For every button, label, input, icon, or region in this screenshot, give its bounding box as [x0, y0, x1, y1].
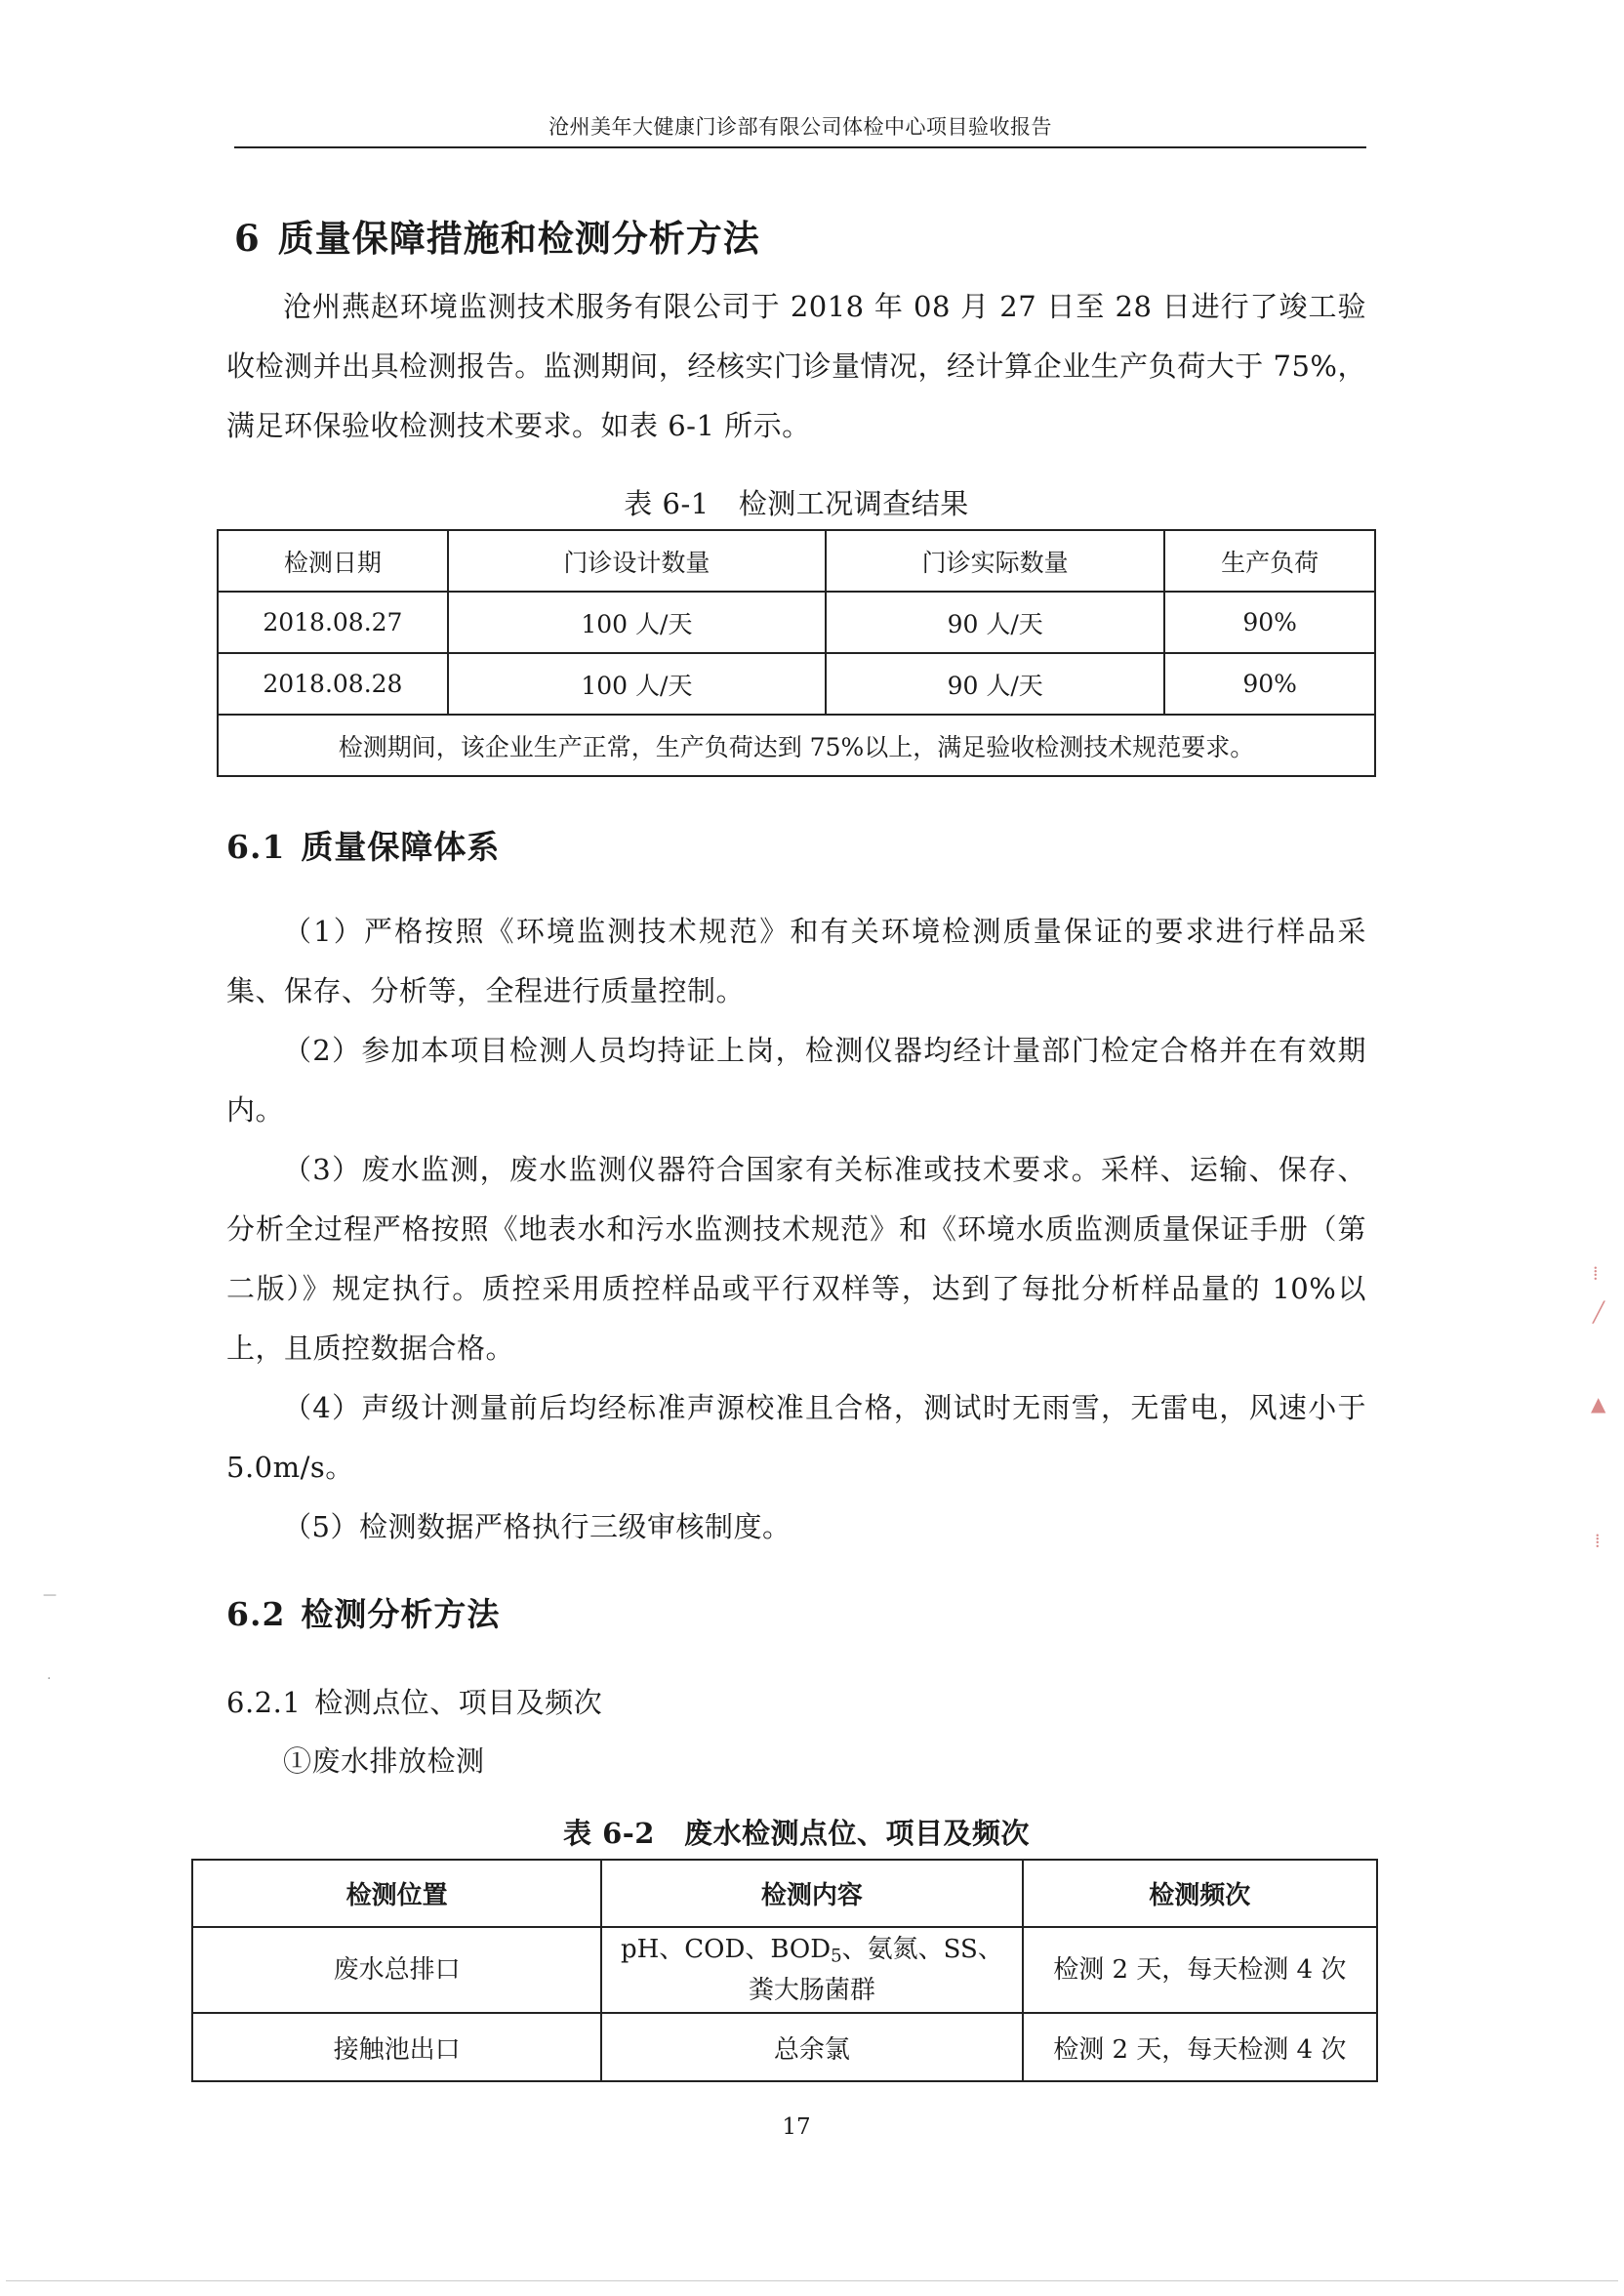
table-6-2-caption — [226, 1812, 1366, 1852]
section-6-2-1-number: 6.2.1 — [226, 1686, 302, 1719]
content-text: 、氨氮、SS、 — [841, 1935, 1003, 1965]
scan-speck: · — [47, 1671, 52, 1687]
table-cell: 90% — [1164, 653, 1375, 715]
table-cell: 90 人/天 — [826, 653, 1164, 715]
section-6-heading — [234, 209, 760, 262]
table-row — [192, 2013, 1377, 2081]
table-header-cell: 门诊实际数量 — [826, 530, 1164, 592]
table-row — [192, 1927, 1377, 2013]
table-header-cell: 检测位置 — [192, 1860, 601, 1927]
table-6-2 — [191, 1859, 1378, 2082]
section-6-2-1-title: 检测点位、项目及频次 — [314, 1686, 603, 1719]
table-cell: 接触池出口 — [192, 2013, 601, 2081]
table-header-row — [192, 1860, 1377, 1927]
seal-edge-mark: ▲ — [1591, 1392, 1606, 1415]
content-subscript: 5 — [831, 1946, 842, 1967]
table-header-cell: 检测频次 — [1023, 1860, 1377, 1927]
table-header-row — [218, 530, 1375, 592]
table-header-cell: 检测日期 — [218, 530, 448, 592]
table-cell: 2018.08.27 — [218, 592, 448, 653]
section-6-2-heading — [226, 1589, 500, 1635]
quality-item-5: （5）检测数据严格执行三级审核制度。 — [283, 1510, 792, 1543]
scan-edge-line — [6, 2280, 1618, 2281]
table-cell-content — [601, 1927, 1022, 2013]
table-cell: 检测 2 天，每天检测 4 次 — [1023, 2013, 1377, 2081]
content-text: pH、COD、BOD — [620, 1935, 832, 1965]
wastewater-item: ①废水排放检测 — [283, 1744, 485, 1778]
table-6-1 — [217, 529, 1376, 777]
section-6-1-heading — [226, 822, 500, 868]
section-6-intro: 沧州燕赵环境监测技术服务有限公司于 2018 年 08 月 27 日至 28 日进行了竣工验收检测并出具检测报告。监测期间，经核实门诊量情况，经计算企业生产负荷大于 75%，满足环保验收检测技术要求。如表 6-1 所示。 — [226, 290, 1366, 442]
section-6-1-number: 6.1 — [226, 828, 286, 866]
table-cell: 100 人/天 — [448, 653, 826, 715]
quality-item-3: （3）废水监测，废水监测仪器符合国家有关标准或技术要求。采样、运输、保存、分析全过程严格按照《地表水和污水监测技术规范》和《环境水质监测质量保证手册（第二版）》规定执行。质控采用质控样品或平行双样等，达到了每批分析样品量的 10%以上，且质控数据合格。 — [226, 1153, 1366, 1365]
table-header-cell: 检测内容 — [601, 1860, 1022, 1927]
quality-item-4: （4）声级计测量前后均经标准声源校准且合格，测试时无雨雪，无雷电，风速小于 5.0m/s。 — [226, 1391, 1366, 1484]
table-cell: 100 人/天 — [448, 592, 826, 653]
section-6-number: 6 — [234, 217, 261, 260]
table-cell: 废水总排口 — [192, 1927, 601, 2013]
table-6-1-caption-title: 检测工况调查结果 — [738, 487, 969, 520]
seal-edge-mark: ⁞ — [1595, 1529, 1601, 1552]
table-cell: 2018.08.28 — [218, 653, 448, 715]
quality-item-2: （2）参加本项目检测人员均持证上岗，检测仪器均经计量部门检定合格并在有效期内。 — [226, 1034, 1366, 1127]
table-note-row — [218, 715, 1375, 776]
table-cell: 90 人/天 — [826, 592, 1164, 653]
seal-edge-mark: ⁞ — [1593, 1261, 1599, 1285]
table-6-1-caption-number: 表 6-1 — [624, 487, 710, 520]
section-6-2-1-heading — [226, 1681, 602, 1721]
running-header: 沧州美年大健康门诊部有限公司体检中心项目验收报告 — [548, 115, 1052, 139]
table-note-cell: 检测期间，该企业生产正常，生产负荷达到 75%以上，满足验收检测技术规范要求。 — [218, 715, 1375, 776]
page-number: 17 — [782, 2114, 811, 2140]
section-6-1-title: 质量保障体系 — [301, 828, 501, 866]
content-text: 粪大肠菌群 — [748, 1975, 875, 2005]
table-cell: 总余氯 — [601, 2013, 1022, 2081]
table-row — [218, 592, 1375, 653]
table-row — [218, 653, 1375, 715]
section-6-2-number: 6.2 — [226, 1595, 286, 1633]
table-header-cell: 门诊设计数量 — [448, 530, 826, 592]
table-header-cell: 生产负荷 — [1164, 530, 1375, 592]
table-6-2-caption-number: 表 6-2 — [562, 1817, 655, 1850]
table-6-1-caption — [226, 482, 1366, 522]
table-cell: 90% — [1164, 592, 1375, 653]
seal-edge-mark: ╱ — [1593, 1300, 1605, 1324]
header-rule — [234, 146, 1366, 148]
scan-speck: — — [43, 1587, 57, 1603]
table-6-2-caption-title: 废水检测点位、项目及频次 — [683, 1817, 1030, 1850]
table-cell: 检测 2 天，每天检测 4 次 — [1023, 1927, 1377, 2013]
quality-item-1: （1）严格按照《环境监测技术规范》和有关环境检测质量保证的要求进行样品采集、保存、分析等，全程进行质量控制。 — [226, 915, 1366, 1007]
section-6-2-title: 检测分析方法 — [301, 1595, 501, 1633]
section-6-title: 质量保障措施和检测分析方法 — [277, 217, 760, 260]
